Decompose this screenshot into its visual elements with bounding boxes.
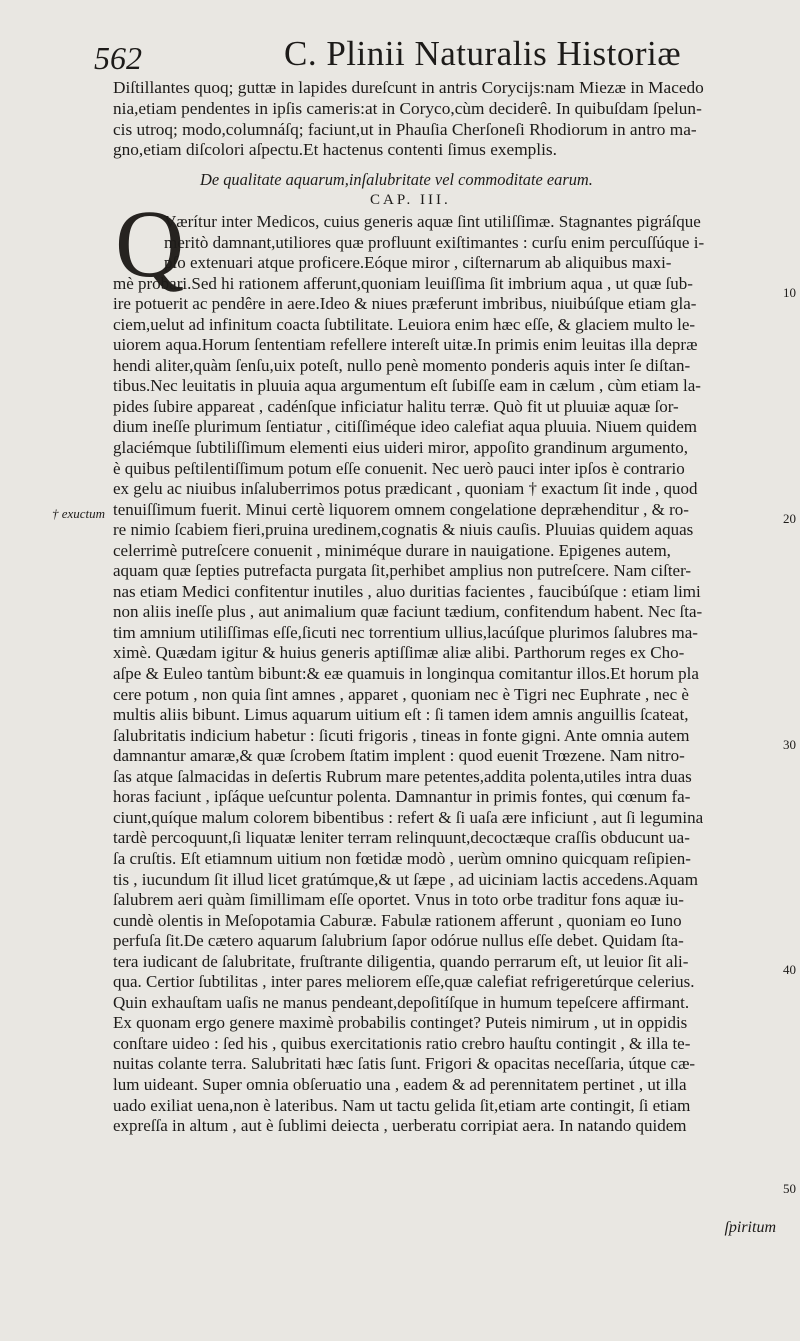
text-line: tis , iucundum ſit illud licet gratúmque,& ut ſæpe , ad uiciniam lactis accedens.Aquam: [113, 869, 698, 889]
text-line: tardè percoquunt,ſi liquatæ leniter terram relinquunt,decoctæque craſſis obducunt ua-: [113, 828, 690, 848]
text-line: Ex quonam ergo genere maximè probabilis continget? Puteis nimirum , ut in oppidis: [113, 1013, 688, 1033]
text-line: tera iudicant de ſalubritate, fruſtrante diligentia, quando perrarum eſt, ut leuior ſit ali-: [113, 951, 689, 971]
text-line: ex gelu ac niuibus inſaluberrimos potus prædicant , quoniam † exactum ſit inde , quod: [113, 479, 698, 499]
text-line: aſpe & Euleo tantùm bibunt:& eæ quamuis in longinqua comitantur illos.Et horum pla: [113, 664, 699, 684]
line-number: 10: [783, 285, 796, 300]
text-line: dium ineſſe plurimum ſentiatur , citiſſiméque ideo calefiat aqua pluuia. Niuem quidem: [113, 417, 697, 437]
running-head: C. Plinii Naturalis Historiæ: [284, 34, 682, 73]
text-line: ſa cruſtis. Eſt etiamnum uitium non fœtidæ modò , uerùm omnino quicquam reſipien-: [113, 848, 691, 868]
text-line: ciunt,quíque malum colorem bibentibus : refert & ſi uaſa ære inficiunt , aut ſi legumina: [113, 807, 704, 827]
drop-cap: Q: [115, 190, 185, 297]
text-line: non aliis ineſſe plus , aut animalium quæ faciunt tædium, confitendum habent. Nec ſta-: [113, 602, 703, 622]
intro-paragraph: [113, 78, 777, 161]
line-number: 20: [783, 511, 796, 526]
text-line: conſtare uideo : ſed his , quibus exercitationis ratio crebro hauſtu contingit , & illa te-: [113, 1033, 691, 1053]
text-line: qua. Certior ſubtilitas , inter pares meliorem eſſe,quæ calefiat refrigeretúrque celerius.: [113, 972, 695, 992]
text-line: uado exiliat uena,non è lateribus. Nam ut tactu gelida ſit,etiam arte contingit, ſi etiam: [113, 1095, 691, 1115]
catchword: ſpiritum: [724, 1219, 776, 1236]
text-line: ſalubrem aeri quàm ſimillimam eſſe oportet. Vnus in toto orbe traditur fons aquæ iu-: [113, 890, 684, 910]
text-line: nia,etiam pendentes in ipſis cameris:at in Coryco,cùm deciderê. In quibuſdam ſpelun-: [113, 98, 702, 118]
section-title: De qualitate aquarum,inſalubritate vel commoditate earum.: [200, 170, 593, 189]
text-line: ſalubritatis indicium habetur : ſicuti frigoris , tineas in fonte gigni. Ante omnia autem: [113, 725, 690, 745]
margin-note: † exuctum: [52, 506, 106, 521]
text-line: pſo extenuari atque proficere.Eóque miror , ciſternarum ab aliquibus maxi-: [164, 253, 672, 273]
text-line: uiorem aqua.Horum ſententiam refellere intereſt uitæ.In primis enim leuitas illa depræ: [113, 335, 698, 355]
text-line: tim amnium utiliſſimas eſſe,ſicuti nec torrentium ullius,lacúſque plurimos ſalubres ma-: [113, 622, 698, 642]
text-line: gno,etiam diſcolori aſpectu.Et hactenus contenti ſimus exemplis.: [113, 140, 557, 160]
chapter-body: [113, 212, 777, 1137]
text-line: cis utroq; modo,columnáſq; faciunt,ut in Phauſia Cherſoneſi Rhodiorum in antro ma-: [113, 119, 697, 139]
page-header: [94, 28, 784, 78]
text-line: aquam quæ ſepties putrefacta purgata ſit,perhibet amplius non putreſcere. Nam ciſter-: [113, 561, 692, 581]
text-line: ximè. Quædam igitur & huius generis aptiſſimæ aliæ alibi. Parthorum reges ex Cho-: [113, 643, 685, 663]
line-number: 40: [783, 962, 796, 977]
text-line: Værítur inter Medicos, cuius generis aquæ ſint utiliſſimæ. Stagnantes pigráſque: [164, 212, 701, 231]
text-line: horas faciunt , ipſáque ueſcuntur polenta. Damnantur in primis fontes, qui cœnum fa-: [113, 787, 691, 807]
text-line: glaciémque ſubtiliſſimum elementi eius uideri miror, appoſito grandinum argumento,: [113, 438, 688, 458]
text-line: re nimio ſcabiem fieri,pruina uredinem,cognatis & niuis cauſis. Pluuias quidem aquas: [113, 520, 694, 540]
text-line: è quibus peſtilentiſſimum potum eſſe conuenit. Nec uerò pauci inter ipſos è contrario: [113, 458, 685, 478]
text-line: perfuſa ſit.De cætero aquarum ſalubrium ſapor odórue nullus eſſe debet. Quidam ſta-: [113, 931, 684, 951]
text-line: multis aliis bibunt. Limus aquarum uitium eſt : ſi tamen idem amnis anguillis ſcateat,: [113, 705, 689, 725]
text-line: mè probari.Sed hi rationem afferunt,quoniam leuiſſima ſit imbrium aqua , ut quæ ſub-: [113, 273, 693, 293]
text-line: lum uideant. Super omnia obſeruatio una , eadem & ad perennitatem pertinet , ut illa: [113, 1074, 687, 1094]
text-line: ciem,uelut ad infinitum coacta ſubtilitate. Leuiora enim hæc eſſe, & glaciem multo le-: [113, 314, 696, 334]
text-line: ire potuerit ac pendêre in aere.Ideo & niues præferunt imbribus, niuibúſque etiam gla-: [113, 294, 697, 314]
line-number: 30: [783, 737, 796, 752]
text-line: tenuiſſimum fuerit. Minui certè liquorem omnem congelatione depræhenditur , & ro-: [113, 499, 689, 519]
text-line: nuitas colante terra. Salubritati hæc ſatis ſunt. Frigori & opacitas neceſſaria, útque cæ-: [113, 1054, 696, 1074]
text-line: Diſtillantes quoq; guttæ in lapides dureſcunt in antris Corycijs:nam Miezæ in Macedo: [113, 78, 704, 97]
text-line: tibus.Nec leuitatis in pluuia aqua argumentum eſt ſubiſſe eam in cælum , cùm etiam la-: [113, 376, 701, 396]
text-line: damnantur amaræ,& quæ ſcrobem ſtatim implent : quod euenit Trœzene. Nam nitro-: [113, 746, 685, 766]
text-line: hendi aliter,quàm ſenſu,uix poteſt, nullo penè momento ponderis aquis inter ſe diſtan-: [113, 355, 691, 375]
text-line: expreſſa in altum , aut è ſublimi deiecta , uerberatu corripiat aera. In natando quidem: [113, 1116, 687, 1136]
text-line: meritò damnant,utiliores quæ profluunt exiſtimantes : curſu enim percuſſúque i-: [164, 232, 705, 252]
text-line: celerrimè putreſcere conuenit , miniméque durare in nauigatione. Epigenes autem,: [113, 540, 671, 560]
text-line: ſas atque ſalmacidas in deſertis Rubrum mare petentes,addita polenta,utiles intra duas: [113, 766, 692, 786]
chapter-label: CAP. III.: [370, 192, 451, 208]
text-line: cundè olentis in Meſopotamia Caburæ. Fabulæ rationem afferunt , quoniam eo Iuno: [113, 910, 682, 930]
text-line: cere potum , non quia ſint amnes , apparet , quoniam nec è Tigri nec Euphrate , nec è: [113, 684, 689, 704]
page-number: 562: [94, 40, 142, 76]
text-line: Quin exhauſtam uaſis ne manus pendeant,depoſitíſque in humum tepeſcere affirmant.: [113, 992, 690, 1012]
text-line: nas etiam Medici confitentur inutiles , aluo duritias facientes , faucibúſque : etiam limi: [113, 581, 701, 601]
text-line: pides ſubire appareat , cadénſque inficiatur halitu terræ. Quò fit ut pluuiæ aquæ ſor-: [113, 396, 679, 416]
line-number: 50: [783, 1181, 796, 1196]
